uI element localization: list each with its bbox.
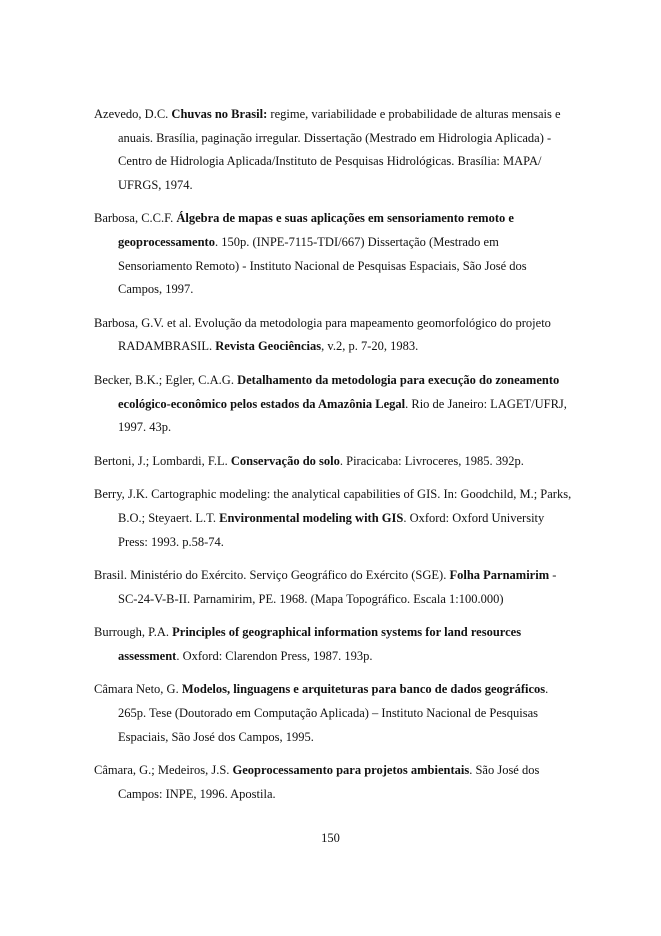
reference-details: . São José dos Campos: INPE, 1996. Apostila. <box>118 763 540 801</box>
reference-authors: Brasil. Ministério do Exército. Serviço Geográfico do Exército (SGE). <box>94 568 450 583</box>
reference-title: Álgebra de mapas e suas aplicações em sensoriamento remoto e geoprocessamento <box>118 211 514 249</box>
reference-entry <box>94 759 572 806</box>
reference-entry <box>94 621 572 668</box>
reference-details: , v.2, p. 7-20, 1983. <box>321 339 419 354</box>
reference-title: Geoprocessamento para projetos ambientais <box>232 763 470 778</box>
page-number: 150 <box>321 831 340 845</box>
reference-authors: Barbosa, C.C.F. <box>94 211 177 226</box>
reference-title: Modelos, linguagens e arquiteturas para banco de dados geográficos <box>181 682 546 697</box>
reference-list <box>94 103 572 816</box>
reference-title: Conservação do solo <box>230 453 340 468</box>
reference-details: regime, variabilidade e probabilidade de alturas mensais e anuais. Brasília, paginação irregular. Dissertação (Mestrado em Hidrologia Aplicada) - Centro de Hidrologia Aplicada/Instituto de Pesquisas Hidrológicas. Brasília: MAPA/ UFRGS, 1974. <box>118 107 561 192</box>
reference-title: Folha Parnamirim <box>449 568 550 583</box>
reference-details: . 265p. Tese (Doutorado em Computação Aplicada) – Instituto Nacional de Pesquisas Espaciais, São José dos Campos, 1995. <box>118 682 549 744</box>
reference-authors: Becker, B.K.; Egler, C.A.G. <box>94 372 238 387</box>
reference-entry <box>94 369 572 440</box>
reference-authors: Câmara, G.; Medeiros, J.S. <box>94 763 233 778</box>
reference-details: . 150p. (INPE-7115-TDI/667) Dissertação (Mestrado em Sensoriamento Remoto) - Instituto Nacional de Pesquisas Espaciais, São José dos Campos, 1997. <box>118 234 527 297</box>
reference-title: Detalhamento da metodologia para execução do zoneamento ecológico-econômico pelos estados da Amazônia Legal <box>118 372 560 411</box>
reference-authors: Burrough, P.A. <box>94 625 173 640</box>
reference-entry <box>94 450 572 474</box>
reference-entry <box>94 678 572 749</box>
reference-entry <box>94 103 572 197</box>
reference-authors: Berry, J.K. Cartographic modeling: the analytical capabilities of GIS. In: Goodchild, M.; Parks, B.O.; Steyaert. L.T. <box>94 487 572 525</box>
reference-details: . Rio de Janeiro: LAGET/UFRJ, 1997. 43p. <box>118 396 567 435</box>
reference-authors: Câmara Neto, G. <box>94 682 182 697</box>
reference-entry <box>94 312 572 359</box>
reference-entry <box>94 564 572 611</box>
reference-entry <box>94 483 572 554</box>
reference-details: . Piracicaba: Livroceres, 1985. 392p. <box>339 453 524 468</box>
reference-authors: Azevedo, D.C. <box>94 107 172 121</box>
reference-authors: Bertoni, J.; Lombardi, F.L. <box>94 453 231 468</box>
reference-entry <box>94 207 572 301</box>
reference-title: Environmental modeling with GIS <box>219 510 404 525</box>
reference-details: . Oxford: Oxford University Press: 1993. p.58-74. <box>118 510 545 549</box>
reference-title: Chuvas no Brasil: <box>171 107 268 121</box>
reference-details: . Oxford: Clarendon Press, 1987. 193p. <box>176 648 373 663</box>
reference-title: Principles of geographical information systems for land resources assessment <box>118 625 522 663</box>
reference-details: - SC-24-V-B-II. Parnamirim, PE. 1968. (Mapa Topográfico. Escala 1:100.000) <box>118 568 557 606</box>
reference-title: Revista Geociências <box>215 339 322 354</box>
reference-authors: Barbosa, G.V. et al. Evolução da metodologia para mapeamento geomorfológico do projeto RADAMBRASIL. <box>94 315 551 354</box>
